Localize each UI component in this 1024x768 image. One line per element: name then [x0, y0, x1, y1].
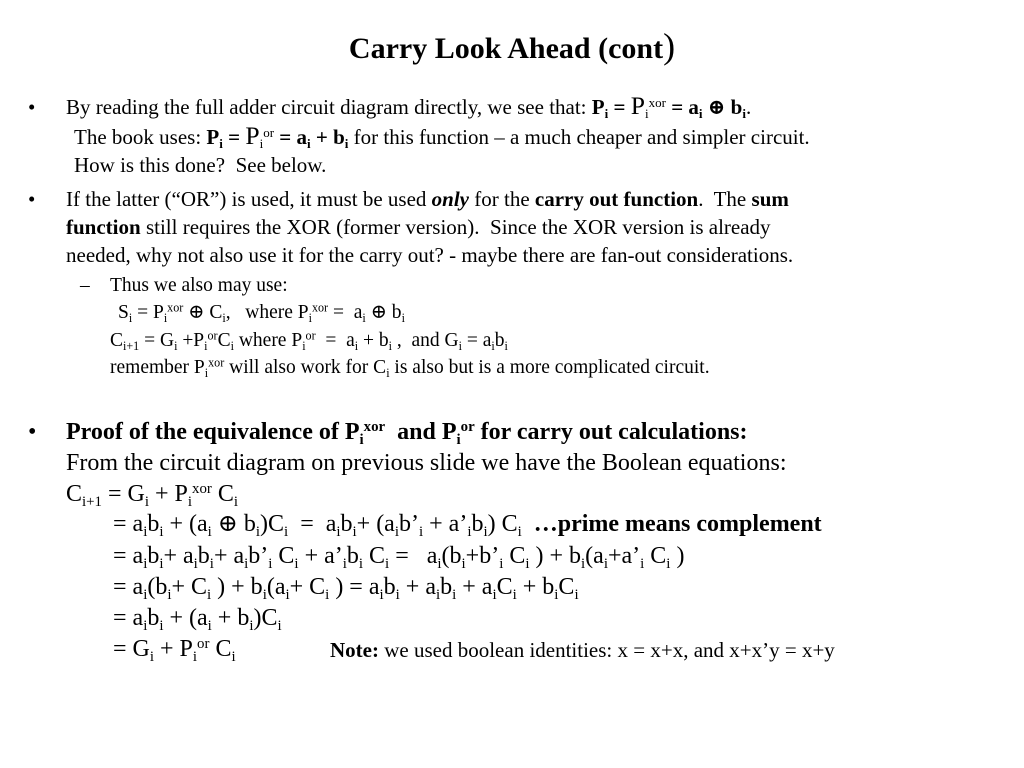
- subscript: i: [143, 617, 148, 634]
- text-run: + C: [171, 574, 208, 600]
- bold-subscript: i: [359, 431, 364, 448]
- text-run: C: [503, 543, 526, 569]
- subscript: i: [207, 586, 212, 603]
- sub-bullet-line-1: [110, 273, 288, 299]
- text-run: b: [494, 330, 505, 351]
- text-run: b: [440, 574, 453, 600]
- text-run: , where P: [225, 302, 309, 323]
- text-run: .: [745, 95, 752, 119]
- bold-text: function: [66, 215, 141, 239]
- text-run: )C: [253, 605, 278, 631]
- subscript: i: [262, 586, 267, 603]
- bullet-marker: •: [28, 419, 37, 445]
- text-run: is also but is a more complicated circuit.: [389, 357, 710, 378]
- text-run: + (a: [356, 511, 395, 537]
- text-run: = a: [315, 330, 355, 351]
- superscript: xor: [648, 94, 666, 110]
- text-run: + b: [358, 330, 389, 351]
- subscript: i: [128, 310, 133, 325]
- subscript: i: [149, 648, 155, 665]
- bold-subscript: i: [344, 136, 349, 152]
- subscript: i: [395, 586, 400, 603]
- text-run: ) = a: [329, 574, 380, 600]
- bold-italic-text: only: [431, 187, 469, 211]
- subscript: i: [231, 648, 236, 665]
- subscript: i+1: [123, 338, 140, 353]
- subscript: i: [394, 523, 399, 540]
- proof-equation-2: [113, 509, 822, 540]
- text-run: ) C: [487, 511, 518, 537]
- subscript: i: [159, 523, 164, 540]
- text-run: b: [340, 511, 353, 537]
- text-run: + (a: [163, 605, 208, 631]
- text-run: If the latter (“OR”) is used, it must be used: [66, 187, 432, 211]
- subscript: i: [437, 555, 442, 572]
- text-run: remember P: [110, 357, 205, 378]
- bold-text: P: [591, 95, 605, 119]
- subscript: i: [193, 555, 198, 572]
- subscript: i: [255, 523, 261, 540]
- subscript: i: [259, 136, 264, 152]
- subscript: i: [187, 493, 193, 510]
- text-run: + a: [456, 574, 493, 600]
- bullet-2-line-1: [66, 185, 789, 213]
- bold-text: for carry out calculations:: [474, 419, 748, 445]
- text-run: + a: [163, 543, 194, 569]
- text-run: = G: [101, 481, 145, 507]
- text-run: The book uses:: [74, 125, 207, 149]
- slide-title-text: Carry Look Ahead (cont: [348, 32, 664, 65]
- subscript: i: [352, 523, 357, 540]
- text-run: b: [383, 574, 396, 600]
- text-run: ⊕ b: [211, 511, 256, 537]
- text-run: C: [110, 330, 124, 351]
- proof-heading: [66, 417, 748, 448]
- sub-bullet-carry-equation: [110, 328, 508, 354]
- proof-intro: [66, 448, 786, 479]
- text-run: Thus we also may use:: [110, 275, 288, 296]
- subscript: i: [666, 555, 671, 572]
- subscript: i: [285, 586, 290, 603]
- subscript: i: [401, 310, 405, 325]
- bold-subscript: i: [307, 136, 311, 152]
- text-run: we used boolean identities: x = x+x, and x+x’y = x+y: [378, 638, 835, 662]
- bold-text: Proof of the equivalence of P: [66, 419, 360, 445]
- bold-text: ⊕ b: [702, 95, 743, 119]
- text-run: b’: [398, 511, 419, 537]
- text-run: will also work for C: [224, 357, 387, 378]
- subscript: i: [143, 586, 148, 603]
- subscript: i: [467, 523, 472, 540]
- text-run: = G: [113, 636, 150, 662]
- text-run: = G: [139, 330, 175, 351]
- subscript: i: [209, 555, 214, 572]
- text-run: b: [346, 543, 359, 569]
- sub-bullet-dash: –: [80, 275, 90, 296]
- superscript: xor: [311, 300, 329, 315]
- subscript: i: [277, 617, 282, 634]
- text-run: ⊕ b: [365, 302, 402, 323]
- text-run: = a: [328, 302, 363, 323]
- bullet-marker: •: [28, 187, 36, 211]
- text-run: , and G: [391, 330, 459, 351]
- subscript: i: [388, 338, 392, 353]
- text-run: b’: [248, 543, 269, 569]
- text-run: C: [558, 574, 575, 600]
- subscript: i: [458, 338, 462, 353]
- text-run: (a: [585, 543, 604, 569]
- subscript: i: [325, 586, 330, 603]
- text-run: (b: [147, 574, 168, 600]
- bold-text: =: [608, 95, 631, 119]
- proof-equation-1: [66, 479, 238, 510]
- subscript: i: [143, 523, 148, 540]
- text-run: = a: [113, 543, 144, 569]
- subscript: i: [159, 617, 164, 634]
- text-run: C: [363, 543, 386, 569]
- text-run: + P: [149, 481, 188, 507]
- subscript: i: [491, 338, 495, 353]
- text-run: + a’: [423, 511, 468, 537]
- text-run: + (a: [163, 511, 208, 537]
- text-run: for the: [469, 187, 535, 211]
- subscript: i: [143, 555, 148, 572]
- text-run: + a: [213, 543, 245, 569]
- bold-text: P: [206, 125, 220, 149]
- text-run: + b: [516, 574, 555, 600]
- subscript: i: [581, 555, 586, 572]
- slide-title-close-paren: ): [663, 26, 676, 66]
- text-run: ) + b: [211, 574, 263, 600]
- text-run: = a: [113, 574, 144, 600]
- subscript: i: [640, 555, 645, 572]
- bold-subscript: i: [698, 106, 703, 122]
- text-run: = a: [288, 511, 337, 537]
- subscript: i: [159, 555, 164, 572]
- subscript: i: [204, 338, 208, 353]
- text-run: +b’: [465, 543, 500, 569]
- bullet-1-line-1: [66, 93, 751, 121]
- subscript: i: [163, 310, 168, 325]
- subscript: i: [174, 338, 178, 353]
- text-run: (a: [266, 574, 286, 600]
- subscript: i: [336, 523, 341, 540]
- text-run: C: [66, 481, 83, 507]
- text-run: b: [197, 543, 210, 569]
- text-run: S: [118, 302, 129, 323]
- superscript: or: [197, 635, 210, 652]
- text-run: C: [209, 636, 232, 662]
- superscript: or: [263, 124, 275, 140]
- subscript: i: [461, 555, 466, 572]
- proof-equation-4: [113, 572, 579, 603]
- text-run: +a’: [607, 543, 641, 569]
- subscript: i: [294, 555, 299, 572]
- subscript: i: [308, 310, 312, 325]
- subscript: i: [452, 586, 457, 603]
- bold-text: = a: [665, 95, 699, 119]
- text-run: needed, why not also use it for the carry out? - maybe there are fan-out considerations.: [66, 243, 794, 267]
- text-run: = P: [132, 302, 164, 323]
- text-run: C: [211, 481, 234, 507]
- subscript: i: [358, 555, 364, 572]
- text-run: + P: [154, 636, 193, 662]
- text-run: +P: [177, 330, 205, 351]
- subscript: i: [492, 586, 497, 603]
- bold-subscript: i: [604, 106, 609, 122]
- text-run: From the circuit diagram on previous slide we have the Boolean equations:: [66, 450, 787, 476]
- subscript: i: [435, 586, 441, 603]
- subscript: i: [483, 523, 488, 540]
- text-run: By reading the full adder circuit diagram directly, we see that:: [66, 95, 592, 119]
- large-text: P: [245, 121, 260, 150]
- superscript: xor: [192, 480, 212, 497]
- subscript: i: [517, 523, 522, 540]
- text-run: b: [147, 543, 160, 569]
- bullet-2-line-3: [66, 241, 793, 269]
- bold-text: + b: [310, 125, 345, 149]
- text-run: ): [670, 543, 685, 569]
- subscript: i: [233, 493, 239, 510]
- subscript: i: [418, 523, 424, 540]
- text-run: [522, 511, 534, 537]
- text-run: still requires the XOR (former version). Since the XOR version is already: [140, 215, 771, 239]
- text-run: = a: [113, 605, 144, 631]
- text-run: C: [644, 543, 667, 569]
- bold-text: carry out function: [534, 187, 699, 211]
- subscript: i: [192, 648, 198, 665]
- subscript: i: [244, 555, 249, 572]
- subscript: i: [644, 106, 649, 122]
- bold-subscript: i: [456, 431, 461, 448]
- subscript: i: [504, 338, 508, 353]
- bold-text: =: [222, 125, 246, 149]
- sub-bullet-sum-equation: [118, 300, 405, 326]
- bold-text: and P: [385, 419, 457, 445]
- text-run: (b: [441, 543, 462, 569]
- text-run: C: [217, 330, 231, 351]
- bold-superscript: xor: [363, 418, 386, 435]
- text-run: + a: [399, 574, 436, 600]
- subscript: i: [207, 617, 212, 634]
- text-run: where P: [233, 330, 303, 351]
- subscript: i: [379, 586, 384, 603]
- subscript: i: [512, 586, 517, 603]
- text-run: b: [471, 511, 484, 537]
- bold-text: Note:: [330, 638, 379, 662]
- text-run: = a: [389, 543, 438, 569]
- superscript: xor: [208, 355, 225, 370]
- text-run: C: [272, 543, 295, 569]
- text-run: b: [147, 605, 160, 631]
- subscript: i: [603, 555, 608, 572]
- bullet-1-line-2: [74, 123, 810, 151]
- bold-text: = a: [274, 125, 308, 149]
- subscript: i: [268, 555, 273, 572]
- subscript: i: [386, 365, 390, 380]
- text-run: + b: [211, 605, 250, 631]
- text-run: )C: [260, 511, 285, 537]
- text-run: C: [496, 574, 513, 600]
- bold-subscript: i: [219, 136, 223, 152]
- subscript: i: [302, 338, 306, 353]
- bullet-marker: •: [28, 95, 36, 119]
- text-run: . The: [698, 187, 752, 211]
- text-run: ) + b: [529, 543, 582, 569]
- subscript: i: [525, 555, 530, 572]
- proof-equation-3: [113, 541, 684, 572]
- bold-subscript: i: [742, 106, 746, 122]
- subscript: i: [230, 338, 234, 353]
- proof-equation-5: [113, 603, 282, 634]
- text-run: How is this done? See below.: [74, 153, 327, 177]
- subscript: i+1: [82, 493, 102, 510]
- text-run: + a’: [298, 543, 343, 569]
- subscript: i: [222, 310, 226, 325]
- large-text: P: [630, 91, 645, 120]
- text-run: = a: [113, 511, 144, 537]
- subscript: i: [204, 365, 209, 380]
- proof-equation-6: [113, 634, 236, 665]
- subscript: i: [354, 338, 359, 353]
- subscript: i: [167, 586, 172, 603]
- text-run: ⊕ C: [183, 302, 223, 323]
- text-run: + C: [289, 574, 326, 600]
- subscript: i: [574, 586, 579, 603]
- subscript: i: [385, 555, 390, 572]
- bullet-1-line-3: [74, 151, 326, 179]
- bold-text: …prime means complement: [533, 511, 822, 537]
- slide-title: [0, 24, 1024, 71]
- superscript: xor: [167, 300, 184, 315]
- subscript: i: [554, 586, 559, 603]
- bullet-2-line-2: [66, 213, 771, 241]
- text-run: b: [147, 511, 160, 537]
- proof-note: [330, 636, 835, 664]
- subscript: i: [342, 555, 347, 572]
- subscript: i: [499, 555, 504, 572]
- bold-text: sum: [751, 187, 789, 211]
- sub-bullet-remember-line: [110, 355, 710, 381]
- bold-superscript: or: [460, 418, 475, 435]
- subscript: i: [362, 310, 366, 325]
- superscript: or: [207, 328, 218, 343]
- text-run: for this function – a much cheaper and simpler circuit.: [348, 125, 810, 149]
- subscript: i: [249, 617, 254, 634]
- text-run: = a: [461, 330, 492, 351]
- subscript: i: [284, 523, 289, 540]
- subscript: i: [207, 523, 212, 540]
- subscript: i: [144, 493, 149, 510]
- superscript: or: [305, 328, 316, 343]
